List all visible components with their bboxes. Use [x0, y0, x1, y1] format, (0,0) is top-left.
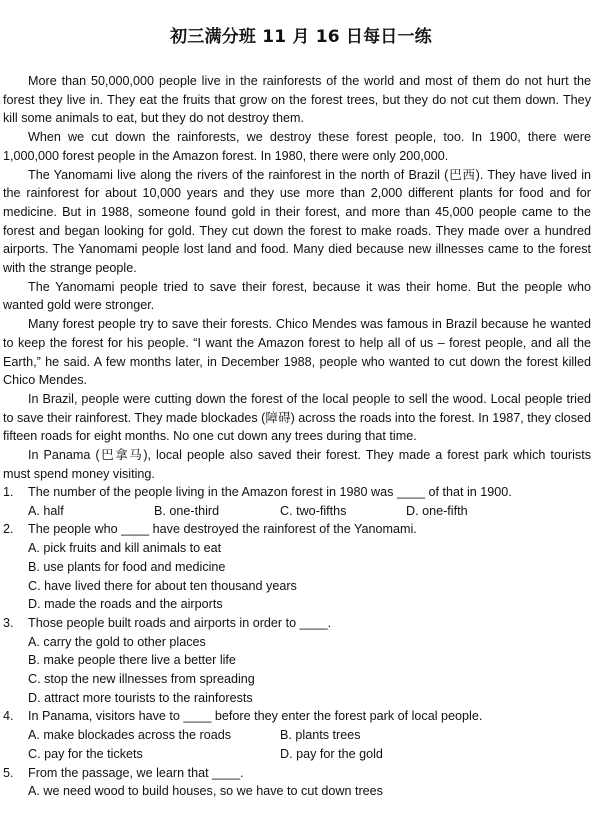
question-number: 1.: [3, 485, 14, 499]
option-row: [28, 577, 593, 596]
option-d: D. made the roads and the airports: [28, 597, 223, 612]
passage-paragraph-1: More than 50,000,000 people live in the rainforests of the world and most of them do not hurt the forest they live in. They eat the fruits that grow on the forest trees, but they do not cut them down. They kill some animals to eat, but they do not destroy them.: [3, 74, 591, 126]
reading-passage: [3, 72, 591, 483]
question-3: [3, 614, 593, 708]
option-b: B. use plants for food and medicine: [28, 559, 226, 574]
question-number: 2.: [3, 522, 14, 537]
option-a: A. we need wood to build houses, so we have to cut down trees: [28, 784, 383, 799]
passage-paragraph-4: The Yanomami people tried to save their forest, because it was their home. But the people who wanted gold were stronger.: [3, 279, 591, 313]
option-row: [28, 539, 593, 558]
page-title: 初三满分班 11 月 16 日每日一练: [170, 27, 432, 47]
passage-paragraph-5: Many forest people try to save their forests. Chico Mendes was famous in Brazil because he wanted to keep the forest for his people. “I want the Amazon forest to help all of us – forest people, and all the Earth,” he said. A few months later, in December 1988, people who wanted to cut down the forest killed Chico Mendes.: [3, 317, 591, 388]
option-row: [28, 651, 593, 670]
option-row: [28, 689, 593, 708]
option-row: [28, 595, 593, 614]
option-c: C. stop the new illnesses from spreading: [28, 672, 255, 687]
option-c: C. pay for the tickets: [28, 746, 143, 761]
passage-paragraph-2: When we cut down the rainforests, we destroy these forest people, too. In 1900, there were 1,000,000 forest people in the Amazon forest. In 1980, there were only 200,000.: [3, 130, 591, 163]
option-row: [28, 726, 593, 745]
question-stem: The number of the people living in the Amazon forest in 1980 was ____ of that in 1900.: [28, 485, 512, 499]
option-b: B. make people there live a better life: [28, 653, 236, 668]
question-list: [3, 483, 593, 801]
option-c: C. two-fifths: [280, 503, 347, 518]
question-stem: From the passage, we learn that ____.: [28, 765, 244, 780]
option-d: D. attract more tourists to the rainforests: [28, 690, 253, 705]
option-c: C. have lived there for about ten thousand years: [28, 578, 297, 593]
question-stem: The people who ____ have destroyed the rainforest of the Yanomami.: [28, 522, 417, 537]
question-number: 4.: [3, 709, 14, 724]
question-stem: In Panama, visitors have to ____ before they enter the forest park of local people.: [28, 709, 483, 724]
option-d: D. pay for the gold: [280, 746, 383, 761]
question-4: [3, 707, 593, 763]
question-5: [3, 764, 593, 801]
option-a: A. pick fruits and kill animals to eat: [28, 541, 222, 556]
question-number: 3.: [3, 615, 14, 630]
option-b: B. plants trees: [280, 728, 361, 743]
option-b: B. one-third: [154, 503, 220, 518]
option-row: [28, 670, 593, 689]
question-1: [3, 483, 593, 520]
option-a: A. make blockades across the roads: [28, 728, 232, 743]
option-a: A. half: [28, 503, 64, 518]
question-stem: Those people built roads and airports in order to ____.: [28, 615, 332, 630]
passage-paragraph-3: The Yanomami live along the rivers of the rainforest in the north of Brazil (巴西). They have lived in the rainforest for about 10,000 years and they use more than 2,000 different plants for food and for medicine. But in 1988, someone found gold in their forest, and more than 45,000 people came to the forest and began looking for gold. They cut down the forest to make roads. They made over a hundred airports. The Yanomami people lost land and food. Many died because new illnesses came to the forest with the strange people.: [3, 167, 591, 276]
question-2: [3, 520, 593, 614]
option-row: [28, 502, 593, 521]
passage-paragraph-7: In Panama (巴拿马), local people also saved their forest. They made a forest park which tourists must spend money visiting.: [3, 448, 591, 481]
question-number: 5.: [3, 765, 14, 780]
option-row: [28, 558, 593, 577]
option-row: [28, 745, 593, 764]
option-d: D. one-fifth: [406, 503, 468, 518]
passage-paragraph-6: In Brazil, people were cutting down the forest of the local people to sell the wood. Local people tried to save their rainforest. They made blockades (障碍) across the roads into the forest. In 1987, they closed fifteen roads for eight months. No one cut down any trees during that time.: [3, 391, 591, 444]
option-row: [28, 633, 593, 652]
option-row: [28, 782, 593, 801]
option-a: A. carry the gold to other places: [28, 634, 206, 649]
